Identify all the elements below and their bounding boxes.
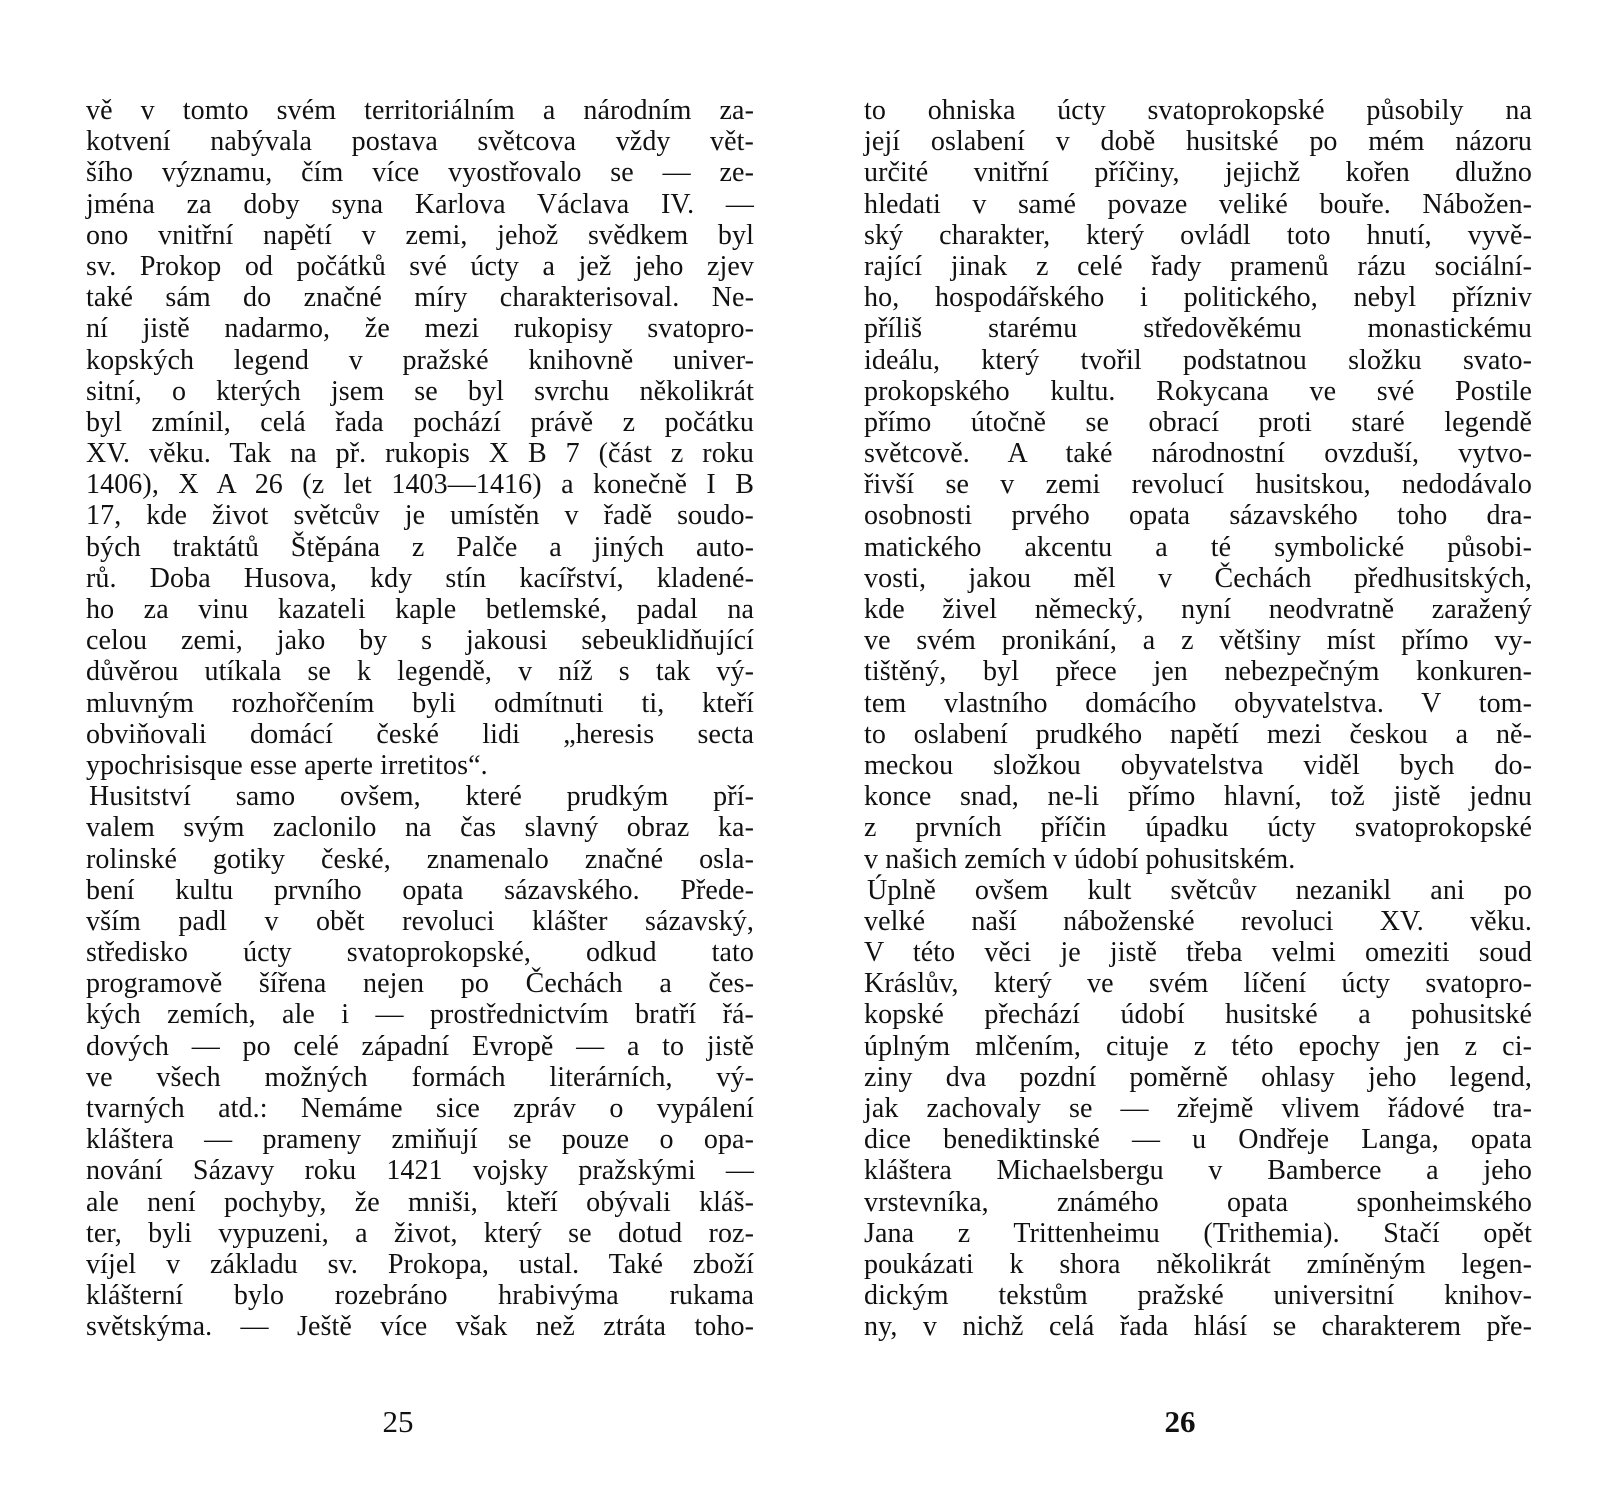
text-line: ve všech možných formách literárních, vý- — [86, 1061, 754, 1093]
text-line: vším padl v obět revoluci klášter sázavský, — [86, 905, 754, 937]
text-line: meckou složkou obyvatelstva viděl bych do- — [864, 749, 1532, 781]
text-line: úplným mlčením, cituje z této epochy jen z ci- — [864, 1030, 1532, 1062]
text-line: ideálu, který tvořil podstatnou složku svato- — [864, 344, 1532, 376]
text-line: klášterní bylo rozebráno hrabivýma rukama — [86, 1280, 754, 1312]
text-line: prokopského kultu. Rokycana ve své Postile — [864, 375, 1532, 407]
text-line: matického akcentu a té symbolické působi- — [864, 531, 1532, 563]
text-line: středisko úcty svatoprokopské, odkud tato — [86, 937, 754, 969]
text-line: valem svým zaclonilo na čas slavný obraz ka- — [86, 812, 754, 844]
text-line: rů. Doba Husova, kdy stín kacířství, kladené- — [86, 562, 754, 594]
page-number: 25 — [382, 1404, 414, 1439]
text-line: ho, hospodářského i politického, nebyl přízniv — [864, 282, 1532, 314]
text-line: šího významu, čím více vyostřovalo se — ze- — [86, 157, 754, 189]
text-line: ní jistě nadarmo, že mezi rukopisy svatopro- — [86, 313, 754, 345]
text-line: tem vlastního domácího obyvatelstva. V tom- — [864, 687, 1532, 719]
text-line: obviňovali domácí české lidi „heresis secta — [86, 718, 754, 750]
right-page-text — [864, 95, 1532, 1343]
paragraph-end-line: ypochrisisque esse aperte irretitos“. — [86, 749, 488, 781]
text-line: byl zmínil, celá řada pochází právě z počátku — [86, 406, 754, 438]
text-line: ter, byli vypuzeni, a život, který se dotud roz- — [86, 1217, 754, 1249]
text-line: XV. věku. Tak na př. rukopis X B 7 (část z roku — [86, 438, 754, 470]
text-line: rolinské gotiky české, znamenalo značné osla- — [86, 843, 754, 875]
text-line: sv. Prokop od počátků své úcty a jež jeho zjev — [86, 250, 754, 282]
text-line: kláštera — prameny zmiňují se pouze o opa- — [86, 1124, 754, 1156]
text-line: také sám do značné míry charakterisoval. Ne- — [86, 282, 754, 314]
text-line: dickým tekstům pražské universitní knihov- — [864, 1280, 1532, 1312]
text-line: hledati v samé povaze veliké bouře. Nábožen- — [864, 188, 1532, 220]
paragraph-end-line: v našich zemích v údobí pohusitském. — [864, 843, 1296, 875]
text-line: světskýma. — Ještě více však než ztráta toho- — [86, 1311, 754, 1343]
text-line: sitní, o kterých jsem se byl svrchu několikrát — [86, 375, 754, 407]
text-line: V této věci je jistě třeba velmi omeziti soud — [864, 937, 1532, 969]
text-line: vrstevníka, známého opata sponheimského — [864, 1186, 1532, 1218]
text-line: ziny dva pozdní poměrně ohlasy jeho legend, — [864, 1061, 1532, 1093]
text-line: kotvení nabývala postava světcova vždy vět- — [86, 126, 754, 158]
text-line: osobnosti prvého opata sázavského toho dra- — [864, 500, 1532, 532]
text-line: příliš starému středověkému monastickému — [864, 313, 1532, 345]
text-line: kých zemích, ale i — prostřednictvím bratří řá- — [86, 999, 754, 1031]
text-line: určité vnitřní příčiny, jejichž kořen dlužno — [864, 157, 1532, 189]
text-line: nování Sázavy roku 1421 vojsky pražskými — — [86, 1155, 754, 1187]
text-line: bení kultu prvního opata sázavského. Přede- — [86, 874, 754, 906]
text-line: vosti, jakou měl v Čechách předhusitských, — [864, 562, 1532, 594]
text-line: dice benediktinské — u Ondřeje Langa, opata — [864, 1124, 1532, 1156]
text-line: přímo útočně se obrací proti staré legendě — [864, 406, 1532, 438]
left-page-text — [86, 95, 754, 1343]
text-line: mluvným rozhořčením byli odmítnuti ti, kteří — [86, 687, 754, 719]
text-line: kláštera Michaelsbergu v Bamberce a jeho — [864, 1155, 1532, 1187]
page-number: 26 — [1164, 1404, 1196, 1439]
text-line: to oslabení prudkého napětí mezi českou a ně- — [864, 718, 1532, 750]
text-line: celou zemi, jako by s jakousi sebeuklidňující — [86, 625, 754, 657]
text-line: ho za vinu kazateli kaple betlemské, padal na — [86, 594, 754, 625]
right-page — [801, 0, 1602, 1500]
text-line: kopské přechází údobí husitské a pohusitské — [864, 999, 1532, 1031]
text-line: ale není pochyby, že mniši, kteří obývali kláš- — [86, 1186, 754, 1218]
text-line: kopských legend v pražské knihovně univer- — [86, 344, 754, 376]
text-line: ono vnitřní napětí v zemi, jehož svědkem byl — [86, 219, 754, 251]
text-line: 17, kde život světcův je umístěn v řadě soudo- — [86, 500, 754, 532]
text-line: jak zachovaly se — zřejmě vlivem řádové tra- — [864, 1093, 1532, 1124]
text-line: tvarných atd.: Nemáme sice zpráv o vypálení — [86, 1093, 754, 1124]
paragraph-start-line: Úplně ovšem kult světcův nezanikl ani po — [867, 874, 1532, 906]
text-line: Kráslův, který ve svém líčení úcty svatopro- — [864, 968, 1532, 1000]
text-line: ve svém pronikání, a z většiny míst přímo vy- — [864, 625, 1532, 657]
text-line: dových — po celé západní Evropě — a to jistě — [86, 1030, 754, 1062]
text-line: to ohniska úcty svatoprokopské působily na — [864, 95, 1532, 126]
text-line: vě v tomto svém territoriálním a národním za- — [86, 95, 754, 126]
text-line: Jana z Trittenheimu (Trithemia). Stačí opět — [864, 1217, 1532, 1249]
text-line: z prvních příčin úpadku úcty svatoprokopské — [864, 812, 1532, 844]
text-line: bých traktátů Štěpána z Palče a jiných auto- — [86, 531, 754, 563]
text-line: její oslabení v době husitské po mém názoru — [864, 126, 1532, 158]
text-line: řivší se v zemi revolucí husitskou, nedodávalo — [864, 469, 1532, 501]
text-line: kde živel německý, nyní neodvratně zaražený — [864, 594, 1532, 625]
text-line: světcově. A také národnostní ovzduší, vytvo- — [864, 438, 1532, 470]
text-line: poukázati k shora několikrát zmíněným legen- — [864, 1248, 1532, 1280]
text-line: ny, v nichž celá řada hlásí se charakterem pře- — [864, 1311, 1532, 1343]
text-line: velké naší náboženské revoluci XV. věku. — [864, 905, 1532, 937]
text-line: konce snad, ne-li přímo hlavní, tož jistě jednu — [864, 781, 1532, 813]
text-line: tištěný, byl přece jen nebezpečným konkuren- — [864, 656, 1532, 688]
text-line: jména za doby syna Karlova Václava IV. — — [86, 188, 754, 220]
text-line: ský charakter, který ovládl toto hnutí, vyvě- — [864, 219, 1532, 251]
paragraph-start-line: Husitství samo ovšem, které prudkým pří- — [89, 781, 754, 813]
text-line: 1406), X A 26 (z let 1403—1416) a konečně I B — [86, 469, 754, 501]
text-line: rající jinak z celé řady pramenů rázu sociální- — [864, 250, 1532, 282]
text-line: víjel v základu sv. Prokopa, ustal. Také zboží — [86, 1248, 754, 1280]
text-line: programově šířena nejen po Čechách a čes- — [86, 968, 754, 1000]
text-line: důvěrou utíkala se k legendě, v níž s tak vý- — [86, 656, 754, 688]
